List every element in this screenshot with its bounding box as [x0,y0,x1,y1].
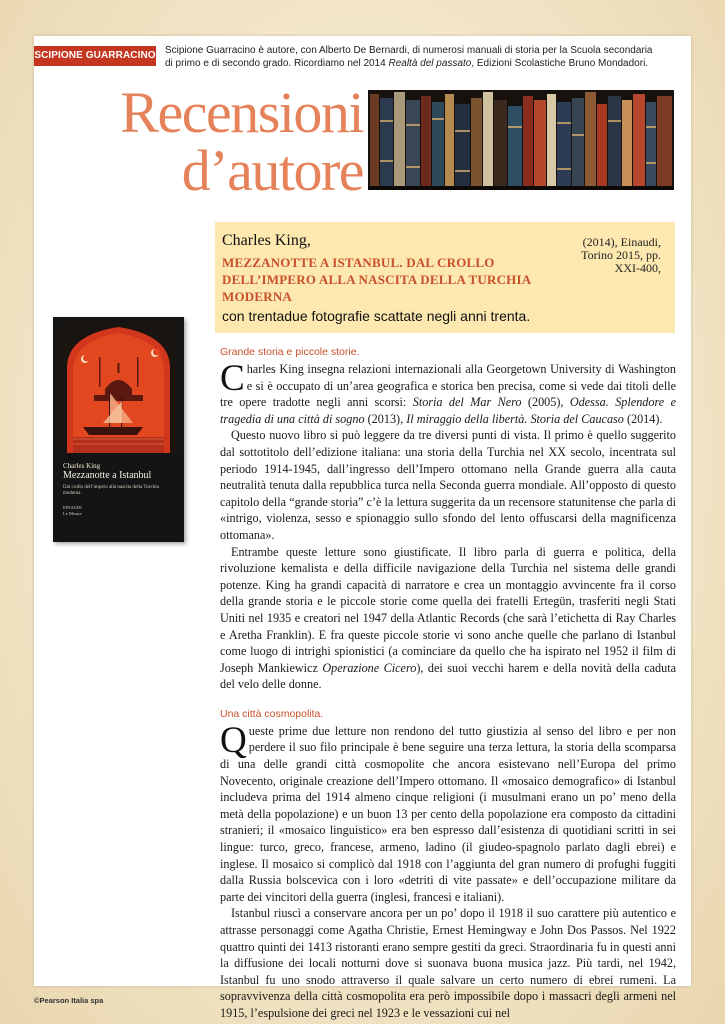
rubric-line-1: Recensioni [120,80,363,145]
copyright-footer: ©Pearson Italia spa [34,996,104,1005]
cover-publisher [63,505,103,516]
book-title: MEZZANOTTE A ISTANBUL. DAL CROLLO DELL’IMPERO ALLA NASCITA DELLA TURCHIA MODERNA [222,255,531,304]
book-subtitle: con trentadue fotografie scattate negli anni trenta. [222,308,531,324]
cited-title: Storia del Mar Nero [412,395,522,410]
section2-paragraph-1 [220,719,676,906]
section-heading-2: Una città cosmopolita. [220,707,324,720]
drop-cap-letter: C [220,358,245,399]
paragraph-text: (2005), [521,395,570,410]
bookshelf-illustration [368,90,674,190]
author-bio-line2-start: di primo e di secondo grado. Ricordiamo nel 2014 [165,58,389,69]
drop-cap-letter: Q [220,719,247,761]
section1-paragraph-3 [220,544,676,693]
section2-paragraph-2: Istanbul riuscì a conservare ancora per un po’ dopo il 1918 il suo carattere più autentico e attrasse personaggi come Agatha Christie, Ernest Hemingway e John Dos Passos. Nel 1922 quattro quinti dei 1413 ristoranti erano sempre gestiti da greci. Straordinaria fu in questi anni la diffusione dei locali notturni dove si suonava buona musica jazz. Più tardi, nel 1942, Istanbul fu uno snodo attraverso il quale salvare un certo numero di ebrei rumeni. La sopravvivenza della città cosmopolita era però impossibile dopo i massacri degli armeni nel 1915, l’espulsione dei greci nel 1923 e le vessazioni cui nel [220,906,676,1020]
book-cover [53,317,184,542]
author-bio-book-title: Realtà del passato [388,58,472,69]
author-bio-line2-end: , Edizioni Scolastiche Bruno Mondadori. [471,58,649,69]
cover-author: Charles King [63,462,101,470]
book-publication-info: (2014), Einaudi, Torino 2015, pp. XXI-400, [581,235,661,275]
book-info-card [215,222,675,333]
section-heading-2-text: Una città cosmopolita [220,707,321,720]
article-body [220,345,676,1022]
paragraph-text: ueste prime due letture non rendono del tutto giustizia al senso del libro e per non perdere il suo filo principale è bene seguire una terza lettura, la storia della scomparsa di una delle grandi città cosmopolite che ancora esistevano nell’Europa del primo Novecento, originale creazione dell’Impero ottomano. Il «mosaico demografico» di Istanbul includeva prima del 1914 almeno cinque religioni (i musulmani erano un po’ meno della metà della popolazione) e un buon 13 per cento della popolazione era composto da cittadini stranieri; il «mosaico linguistico» era ben espresso dall’esistenza di quotidiani scritti in sei lingue: turco, greco, francese, armeno, ladino (il giudeo-spagnolo parlato dagli ebrei) e inglese. Il mosaico si complicò dal 1918 con l’aggiunta del gran numero di profughi fuggiti dalla Russia bolscevica con i loro «detriti di vite passate» e dell’occupazione militare da parte dei vincitori della guerra (inglesi, francesi e italiani). [220,723,676,904]
cited-title: Operazione Cicero [322,660,417,675]
rubric-line-2: d’autore [181,138,363,203]
bookshelf-image [368,90,674,190]
paragraph-text: harles King insegna relazioni internazionali alla Georgetown University di Washington e si è occupato di un’area geografica e storica ben precisa, come si vede dai titoli delle tre opere tradotte negli anni scorsi: [220,362,676,410]
section1-paragraph-1 [220,358,676,427]
cover-series-name: Le Misure [63,510,82,516]
section1-paragraph-2: Questo nuovo libro si può leggere da tre diversi punti di vista. Il primo è quello suggerito dal sottotitolo dell’edizione italiana: una storia della Turchia nel XX secolo, incentrata sul periodo 1914-1945, dall’ingresso dell’Impero ottomano nella Grande guerra alla cauta neutralità tenuta dalla repubblica turca nella Seconda guerra mondiale. All’opposto di questo capitolo della “grande storia” c’è la lettura suggerita da un recensore statunitense che parla di «intrigo, violenza, sesso e spionaggio sullo sfondo del lento offuscarsi della magnificenza ottomana». [220,428,676,542]
author-bio-line1: Scipione Guarracino è autore, con Alberto De Bernardi, di numerosi manuali di storia per la Scuola secondaria [165,45,653,56]
section-heading-1: Grande storia e piccole storie. [220,346,360,358]
author-bio [165,44,685,70]
paragraph-text: ), dei suoi vecchi harem e della novità della caduta del velo delle donne. [220,660,676,692]
author-name-tag: SCIPIONE GUARRACINO [34,46,156,66]
section-heading-1-text: Grande storia e piccole storie [220,346,357,358]
cover-illustration [59,323,178,453]
cited-title: Odessa. Splendore e tragedia di una città di sogno [220,395,676,426]
cited-title: Il miraggio della libertà. Storia del Caucaso [406,411,624,426]
cover-subtitle: Dal crollo dell’impero alla nascita della Turchia moderna [63,485,159,496]
paragraph-text: Entrambe queste letture sono giustificate. Il libro parla di guerra e politica, della rivoluzione kemalista e della difficile navigazione della Turchia nel sistema delle grandi potenze. King ha grandi capacità di narratore e crea un montaggio avvincente fra il corso della grande storia e le piccole storie come quella dei fratelli Ertegün, trasferiti negli Stati Uniti nel 1935 e creatori nel 1947 della Atlantic Records (che sarà l’etichetta di Ray Charles e Aretha Franklin). E fra queste piccole storie vi sono anche quelle che parlano di Istanbul come luogo di intrighi spionistici (a cominciare da quello che ha ispirato nel 1952 il film di Joseph Mankiewicz [220,544,676,675]
cover-title: Mezzanotte a Istanbul [63,470,152,481]
rubric-title [120,80,363,203]
book-author: Charles King, [222,232,311,249]
cover-publisher-name: EINAUDI [63,505,82,510]
paragraph-text: (2014). [623,411,663,426]
paragraph-text: (2013), [364,411,407,426]
